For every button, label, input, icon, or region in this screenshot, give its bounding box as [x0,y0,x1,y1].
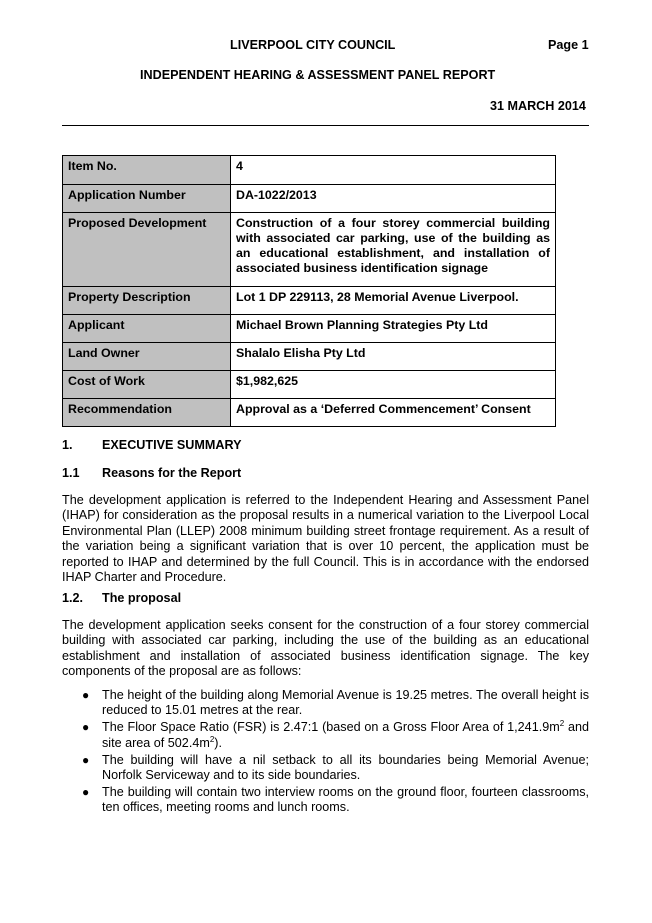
row-label: Property Description [63,287,231,315]
row-value: Lot 1 DP 229113, 28 Memorial Avenue Liverpool. [231,287,556,315]
report-title: INDEPENDENT HEARING & ASSESSMENT PANEL REPORT [140,68,496,82]
proposal-components-list [62,688,589,818]
list-item-text: The height of the building along Memorial Avenue is 19.25 metres. The overall height is reduced to 15.01 metres at the rear. [102,688,589,718]
section-heading: Reasons for the Report [102,466,242,480]
bullet-icon: ● [82,752,90,767]
table-row [63,343,556,371]
list-item-text: The Floor Space Ratio (FSR) is 2.47:1 (based on a Gross Floor Area of 1,241.9m [102,720,560,735]
page-number: Page 1 [548,38,589,52]
table-row [63,185,556,213]
section-heading: EXECUTIVE SUMMARY [102,438,242,452]
bullet-icon: ● [82,688,90,702]
list-item [62,753,589,783]
row-value: $1,982,625 [231,371,556,399]
row-value: Construction of a four storey commercial building with associated car parking, use of the building as an educational establishment, and installation of associated business identification signage [231,213,556,287]
table-row [63,213,556,287]
table-row [63,399,556,427]
row-label: Application Number [63,185,231,213]
table-row [63,371,556,399]
list-item [62,785,589,815]
council-name: LIVERPOOL CITY COUNCIL [230,38,396,52]
body-paragraph: The development application is referred to the Independent Hearing and Assessment Panel (IHAP) for consideration as the proposal results in a numerical variation to the Liverpool Local Environmental Plan (LLEP) 2008 minimum building street frontage requirement. As a result of the variation being a significant variation that is over 10 percent, the application must be reported to IHAP and determined by the full Council. This is in accordance with the endorsed IHAP Charter and Procedure. [62,493,589,585]
body-paragraph: The development application seeks consent for the construction of a four storey commercial building with associated car parking, including the use of the building as an educational establishment and installation of associated business identification signage. The key components of the proposal are as follows: [62,618,589,679]
row-label: Recommendation [63,399,231,427]
section-number: 1. [62,438,73,452]
header-divider [62,125,589,126]
list-item-text: ). [214,735,222,750]
bullet-icon: ● [82,785,90,800]
row-label: Cost of Work [63,371,231,399]
application-info-table [62,155,556,427]
superscript: 2 [209,734,215,744]
row-label: Proposed Development [63,213,231,287]
superscript: 2 [559,719,565,729]
section-number: 1.1 [62,466,80,480]
row-label: Item No. [63,156,231,185]
table-row [63,315,556,343]
list-item-text: The building will have a nil setback to all its boundaries being Memorial Avenue; Norfolk Serviceway and to its side boundaries. [102,752,589,783]
row-label: Applicant [63,315,231,343]
table-row [63,287,556,315]
section-number: 1.2. [62,591,84,605]
list-item-text: The building will contain two interview rooms on the ground floor, fourteen classrooms, ten offices, meeting rooms and lunch rooms. [102,785,589,815]
list-item-text: and site area of 502.4m [102,720,589,750]
row-label: Land Owner [63,343,231,371]
bullet-icon: ● [82,720,90,735]
row-value: 4 [231,156,556,185]
row-value: Shalalo Elisha Pty Ltd [231,343,556,371]
row-value: Michael Brown Planning Strategies Pty Ltd [231,315,556,343]
row-value: DA-1022/2013 [231,185,556,213]
section-heading: The proposal [102,591,182,605]
list-item [62,720,589,750]
table-row [63,156,556,185]
report-date: 31 MARCH 2014 [490,99,586,113]
list-item [62,688,589,718]
row-value: Approval as a ‘Deferred Commencement’ Consent [231,399,556,427]
